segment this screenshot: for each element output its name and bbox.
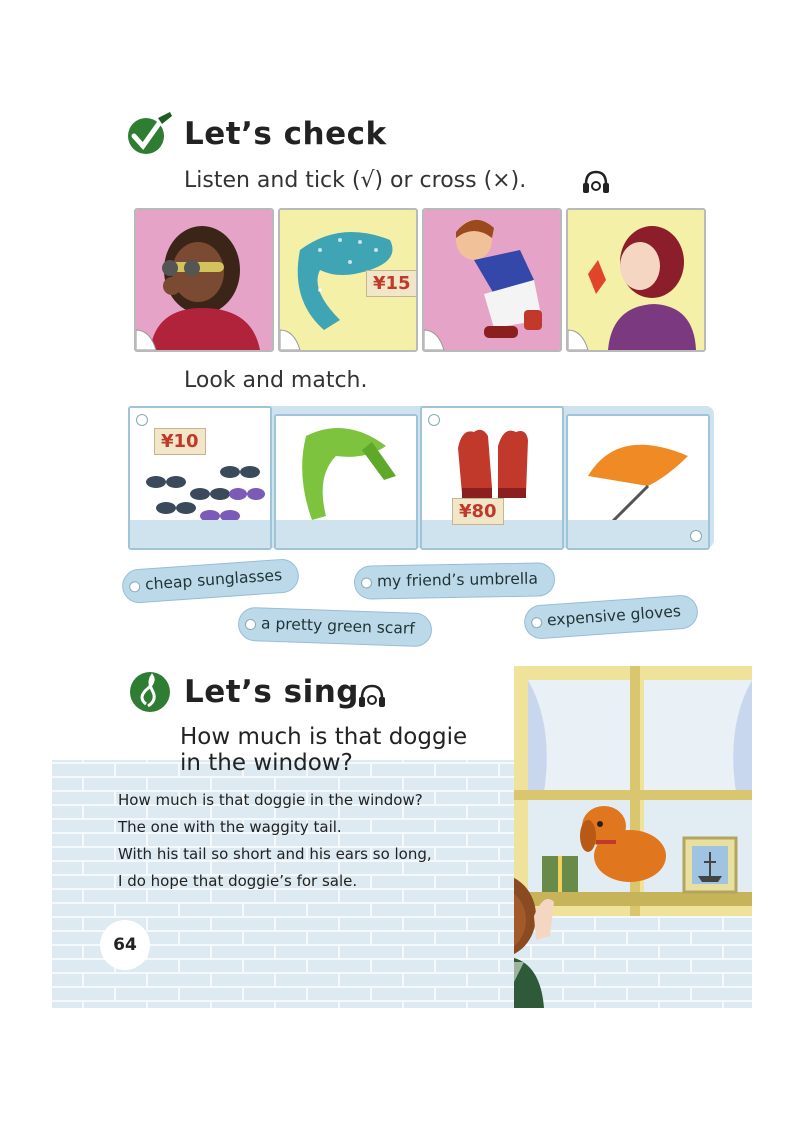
song-lyrics [118,787,432,895]
phrase-friends-umbrella[interactable]: my friend’s umbrella [354,562,555,600]
textbook-page [52,50,752,1008]
headphones-icon[interactable] [356,680,388,712]
song-title-line-1: How much is that doggie [180,724,468,750]
scarf-price-tag: ¥15 [366,270,418,297]
lyric-line: I do hope that doggie’s for sale. [118,872,358,890]
match-dot[interactable] [690,530,702,542]
tick-box[interactable] [424,324,450,350]
lyric-line: How much is that doggie in the window? [118,791,423,809]
check-section-icon [124,110,176,158]
sunglasses-price-tag: ¥10 [154,428,206,455]
window-with-doggie-illustration [514,666,752,1008]
lyric-line: With his tail so short and his ears so long, [118,845,432,863]
match-picture-1 [128,406,272,550]
match-picture-3 [420,406,564,550]
song-title-line-2: in the window? [180,750,353,776]
match-picture-2 [274,414,418,550]
red-gloves-illustration [422,408,562,548]
headphones-icon[interactable] [580,166,612,198]
check-picture-4 [566,208,706,352]
match-instruction: Look and match. [184,368,368,393]
match-picture-4 [566,414,710,550]
lyric-line: The one with the waggity tail. [118,818,342,836]
listen-instruction: Listen and tick (√) or cross (×). [184,168,527,193]
green-scarf-illustration [276,416,416,548]
tick-box[interactable] [568,324,594,350]
check-picture-2 [278,208,418,352]
check-picture-3 [422,208,562,352]
match-dot[interactable] [136,414,148,426]
page-number: 64 [100,920,150,970]
phrase-green-scarf[interactable]: a pretty green scarf [237,607,432,648]
tick-box[interactable] [136,324,162,350]
tick-box[interactable] [280,324,306,350]
check-picture-1 [134,208,274,352]
phrase-cheap-sunglasses[interactable]: cheap sunglasses [121,558,300,604]
music-section-icon [126,668,178,716]
orange-umbrella-illustration [568,416,708,548]
gloves-price-tag: ¥80 [452,498,504,525]
match-dot[interactable] [428,414,440,426]
phrase-expensive-gloves[interactable]: expensive gloves [523,594,699,640]
lets-check-title: Let’s check [184,116,387,152]
lets-sing-title: Let’s sing [184,674,359,710]
